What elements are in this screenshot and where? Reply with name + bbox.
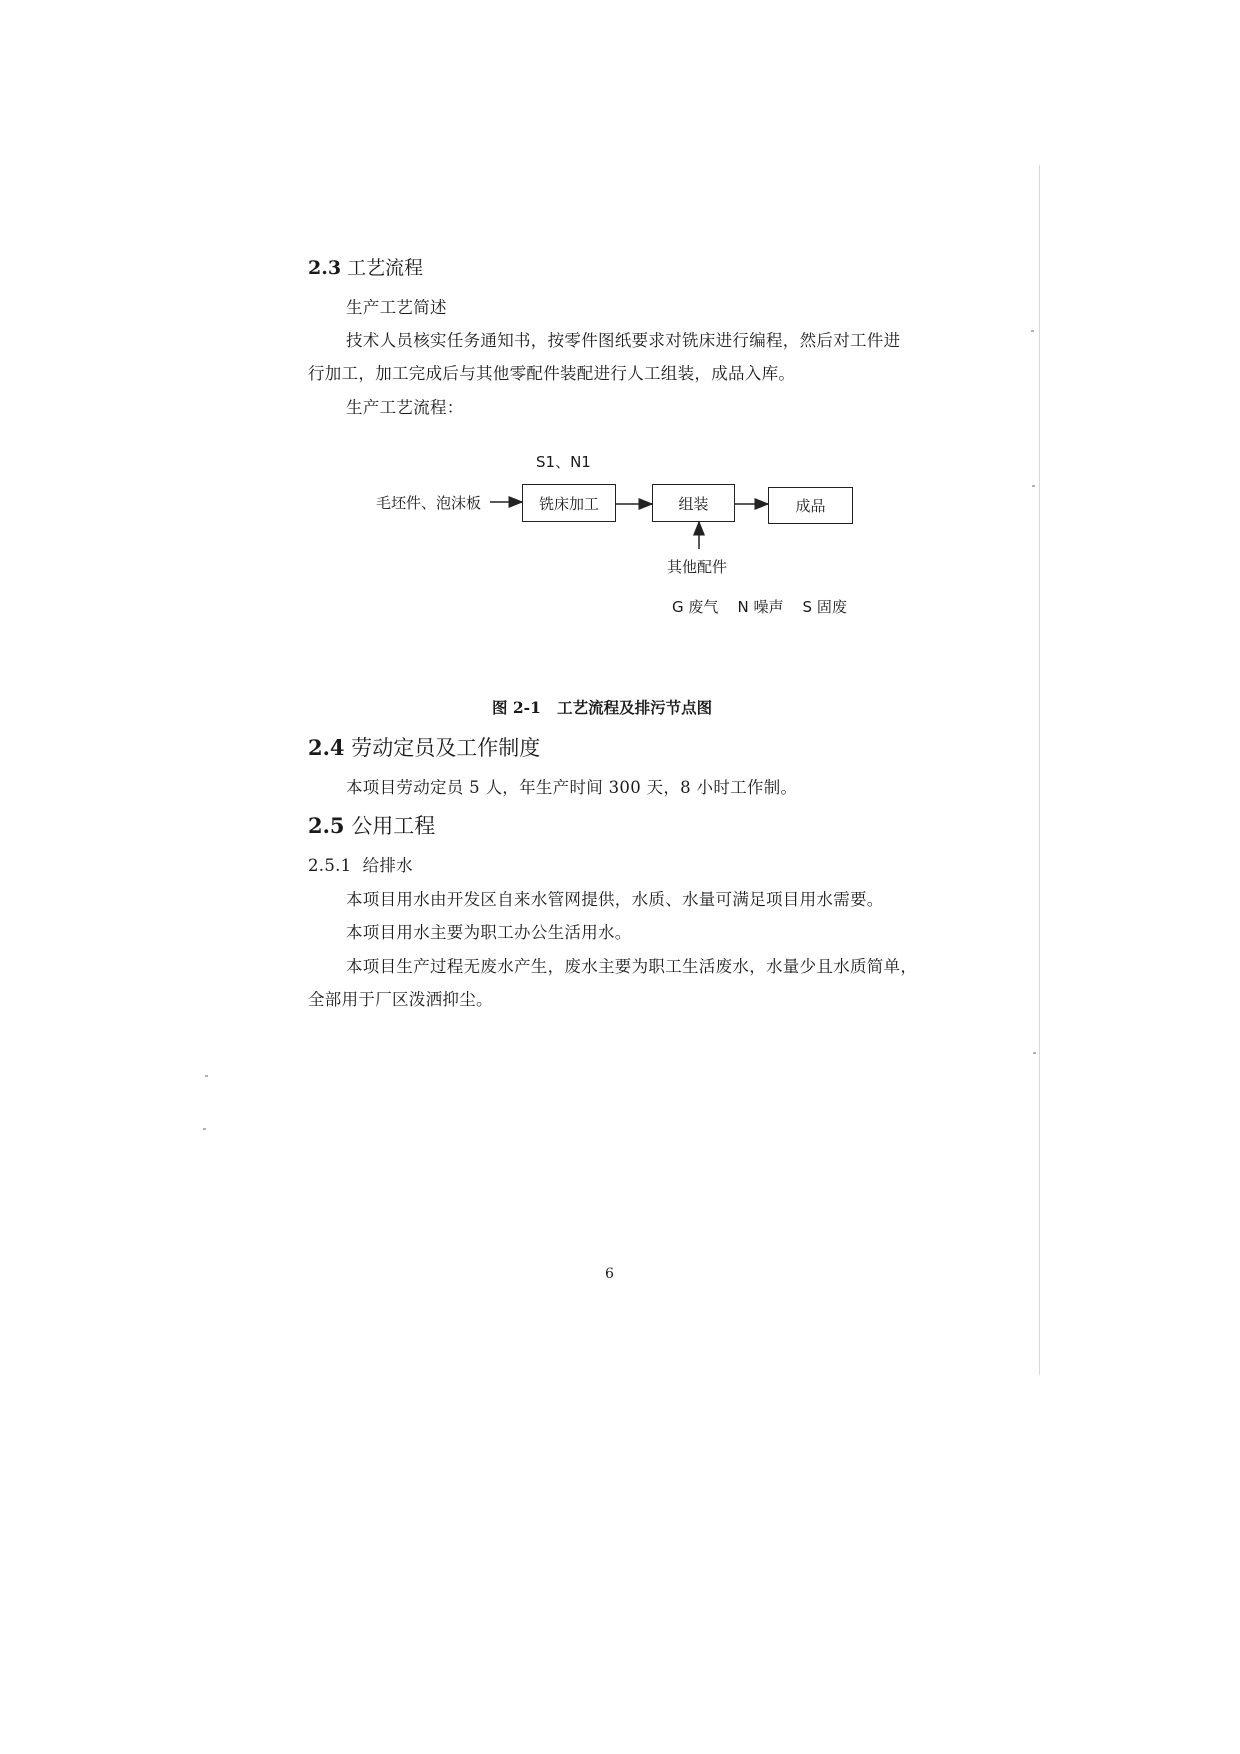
section-number: 2.5 <box>308 813 345 838</box>
milling-process-box <box>522 484 616 522</box>
paragraph-process-flow-title: 生产工艺流程： <box>346 398 464 417</box>
section-title: 公用工程 <box>351 814 436 838</box>
section-number: 2.3 <box>308 257 342 279</box>
other-parts-label: 其他配件 <box>667 558 728 576</box>
pollutant-legend: G 废气 N 噪声 S 固废 <box>672 598 847 616</box>
paragraph-water-use: 本项目用水主要为职工办公生活用水。 <box>346 923 632 942</box>
section-title: 给排水 <box>362 856 413 875</box>
assembly-process-label: 组装 <box>678 494 709 513</box>
section-number: 2.5.1 <box>308 856 352 875</box>
section-title: 工艺流程 <box>347 257 424 279</box>
paragraph-process-summary-title: 生产工艺简述 <box>346 298 447 317</box>
milling-process-label: 铣床加工 <box>538 494 599 513</box>
paragraph-staffing: 本项目劳动定员 5 人，年生产时间 300 天，8 小时工作制。 <box>346 778 798 797</box>
input-materials-label: 毛坯件、泡沫板 <box>376 494 482 512</box>
paragraph-wastewater-line-1: 本项目生产过程无废水产生，废水主要为职工生活废水，水量少且水质简单， <box>346 957 918 976</box>
page-number: 6 <box>605 1266 614 1282</box>
paragraph-wastewater-line-2: 全部用于厂区泼洒抑尘。 <box>308 990 493 1009</box>
product-label: 成品 <box>795 497 826 515</box>
product-box <box>768 487 853 524</box>
section-heading-2-4 <box>308 732 540 762</box>
assembly-process-box <box>652 484 735 522</box>
paragraph-process-line-2: 行加工，加工完成后与其他零配件装配进行人工组装，成品入库。 <box>308 364 796 383</box>
paragraph-water-supply: 本项目用水由开发区自来水管网提供，水质、水量可满足项目用水需要。 <box>346 890 884 909</box>
section-heading-2-5 <box>308 810 435 840</box>
figure-caption <box>492 696 712 718</box>
section-title: 劳动定员及工作制度 <box>351 736 541 760</box>
section-number: 2.4 <box>308 735 345 760</box>
pollutant-node-label: S1、N1 <box>536 453 591 471</box>
figure-number: 图 2-1 <box>492 698 541 717</box>
section-heading-2-5-1 <box>308 852 413 876</box>
figure-title: 工艺流程及排污节点图 <box>557 698 713 717</box>
paragraph-process-line-1: 技术人员核实任务通知书，按零件图纸要求对铣床进行编程，然后对工件进 <box>346 331 901 350</box>
